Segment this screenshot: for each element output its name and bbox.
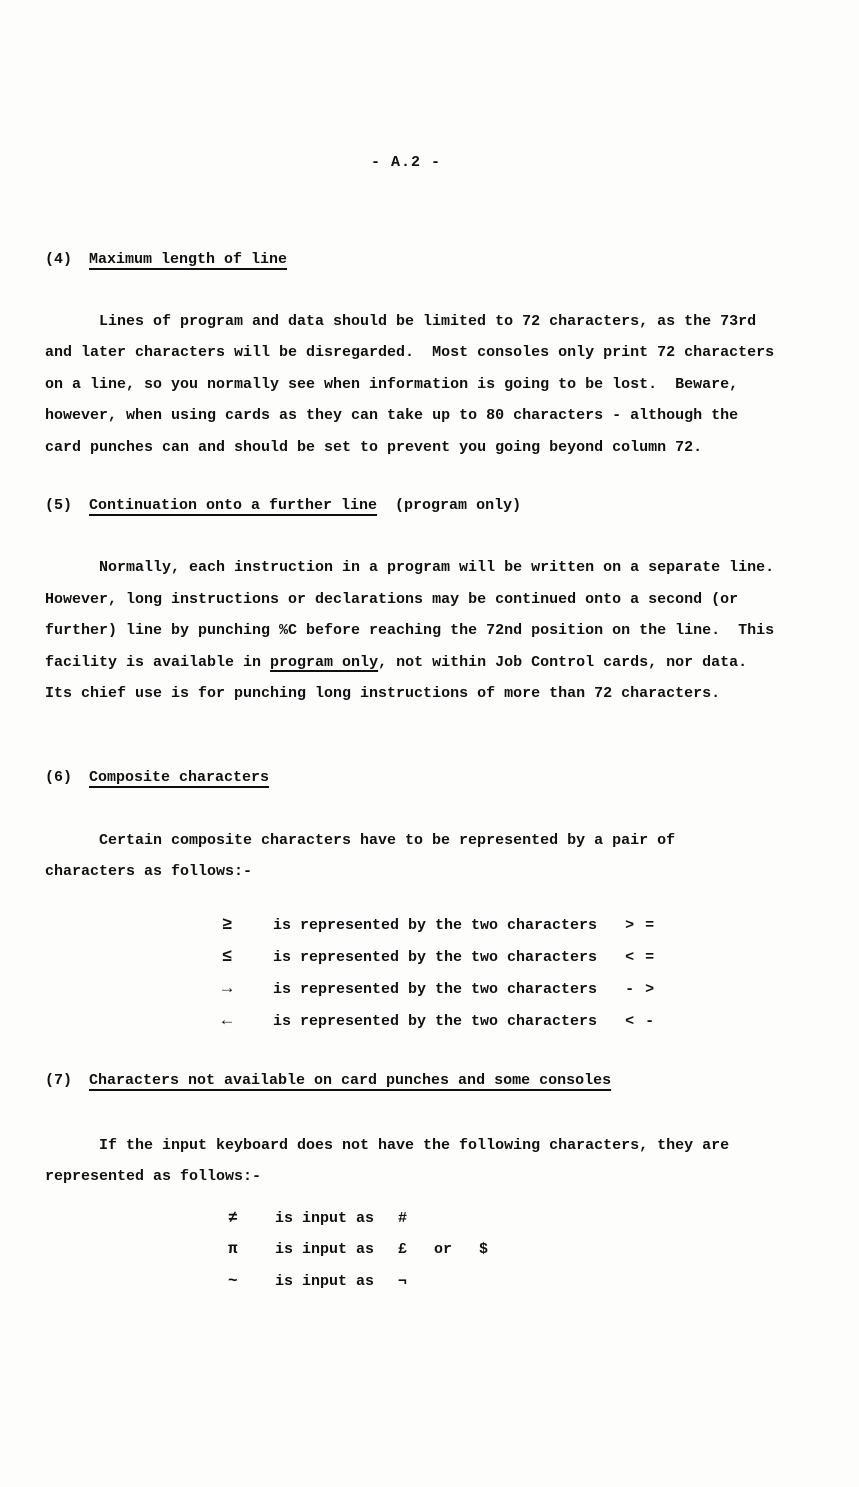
paragraph-line-segment: facility is available in bbox=[45, 653, 271, 671]
paragraph-line: Certain composite characters have to be represented by a pair of bbox=[99, 831, 676, 849]
substitution-row bbox=[45, 1266, 819, 1298]
composite-row-text: is represented by the two characters bbox=[273, 1012, 598, 1030]
section-5-title: Continuation onto a further line bbox=[89, 497, 378, 514]
substitution-row-text: is input as bbox=[275, 1272, 375, 1290]
composite-row-text: is represented by the two characters bbox=[273, 980, 598, 998]
paragraph-line-segment: , not within Job Control cards, nor data. bbox=[378, 653, 748, 671]
section-4-paragraph bbox=[45, 306, 819, 464]
paragraph-line: and later characters will be disregarded. Most consoles only print 72 characters bbox=[45, 344, 775, 361]
not-equal-symbol: ≠ bbox=[228, 1208, 238, 1227]
section-7-title: Characters not available on card punches and some consoles bbox=[89, 1071, 612, 1089]
composite-row-text: is represented by the two characters bbox=[273, 948, 598, 966]
section-5-number: (5) bbox=[45, 497, 73, 514]
paragraph-line: If the input keyboard does not have the following characters, they are bbox=[99, 1136, 730, 1154]
section-6-paragraph bbox=[45, 825, 819, 888]
section-4-title: Maximum length of line bbox=[89, 250, 288, 268]
greater-equal-symbol: ≥ bbox=[222, 915, 233, 935]
tilde-symbol: ~ bbox=[228, 1271, 238, 1290]
paragraph-line: card punches can and should be set to prevent you going beyond column 72. bbox=[45, 438, 703, 456]
composite-row-text: is represented by the two characters bbox=[273, 916, 598, 934]
paragraph-line bbox=[45, 647, 819, 679]
paragraph-line: on a line, so you normally see when information is going to be lost. Beware, bbox=[45, 375, 739, 393]
composite-characters-table bbox=[45, 910, 819, 1038]
substitution-row-text: is input as bbox=[275, 1241, 375, 1258]
less-equal-symbol: ≤ bbox=[222, 947, 233, 967]
composite-row bbox=[45, 974, 819, 1006]
composite-row bbox=[45, 1006, 819, 1038]
section-5-title-suffix: (program only) bbox=[377, 497, 522, 514]
composite-row-pair: > = bbox=[625, 916, 656, 934]
substitution-row bbox=[45, 1234, 819, 1266]
not-sign-symbol: ¬ bbox=[398, 1272, 408, 1290]
page-number: - A.2 - bbox=[371, 153, 442, 171]
substitution-row bbox=[45, 1203, 819, 1235]
section-6-number: (6) bbox=[45, 768, 73, 786]
composite-row-pair: - > bbox=[625, 980, 656, 998]
substitution-row-text: is input as bbox=[275, 1209, 375, 1227]
section-4-number: (4) bbox=[45, 250, 73, 268]
paragraph-line: however, when using cards as they can take up to 80 characters - although the bbox=[45, 407, 739, 424]
paragraph-line: Its chief use is for punching long instructions of more than 72 characters. bbox=[45, 685, 721, 702]
right-arrow-symbol: → bbox=[222, 979, 233, 999]
section-7-heading bbox=[45, 1065, 819, 1096]
section-5-paragraph bbox=[45, 552, 819, 710]
paragraph-line: represented as follows:- bbox=[45, 1168, 262, 1185]
paragraph-line: Normally, each instruction in a program will be written on a separate line. bbox=[99, 559, 775, 576]
section-5-heading bbox=[45, 490, 819, 521]
section-4-heading bbox=[45, 244, 819, 275]
composite-row bbox=[45, 942, 819, 974]
paragraph-line: However, long instructions or declarations may be continued onto a second (or bbox=[45, 590, 739, 608]
paragraph-line: Lines of program and data should be limited to 72 characters, as the 73rd bbox=[99, 312, 757, 330]
section-6-heading bbox=[45, 762, 819, 793]
pound-or-dollar-symbols: £ or $ bbox=[398, 1241, 489, 1258]
section-7-number: (7) bbox=[45, 1071, 73, 1089]
composite-row-pair: < = bbox=[625, 948, 656, 966]
underlined-phrase: program only bbox=[270, 653, 379, 671]
paragraph-line: characters as follows:- bbox=[45, 863, 253, 880]
composite-row-pair: < - bbox=[625, 1012, 656, 1030]
page-header bbox=[45, 115, 819, 210]
left-arrow-symbol: ← bbox=[222, 1011, 233, 1031]
hash-symbol: # bbox=[398, 1209, 408, 1227]
section-6-title: Composite characters bbox=[89, 768, 270, 786]
paragraph-line: further) line by punching %C before reaching the 72nd position on the line. This bbox=[45, 622, 775, 639]
composite-row bbox=[45, 910, 819, 942]
section-7-paragraph bbox=[45, 1130, 819, 1193]
pi-symbol: π bbox=[228, 1240, 238, 1258]
input-substitution-table bbox=[45, 1203, 819, 1298]
